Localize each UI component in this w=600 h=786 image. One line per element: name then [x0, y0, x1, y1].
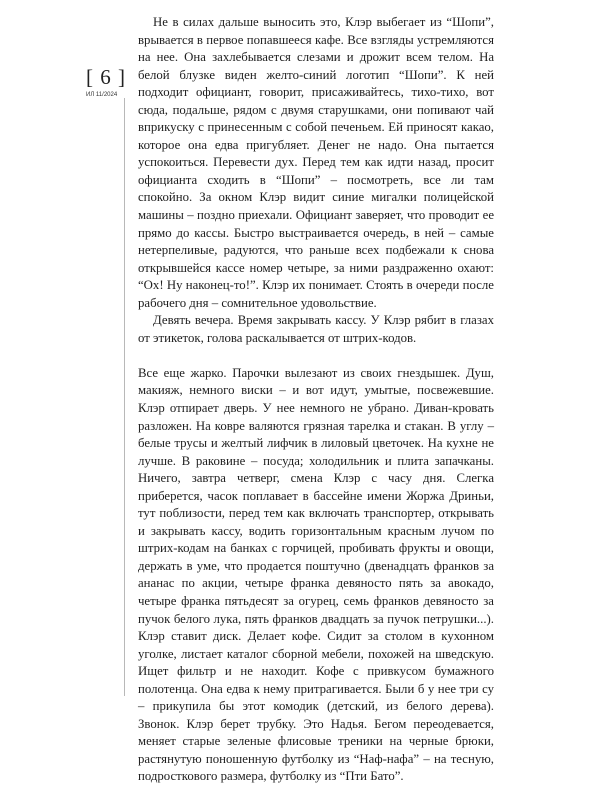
page-number: [ 6 ]	[86, 65, 126, 89]
margin-column	[86, 66, 126, 98]
issue-label: ИЛ 11/2024	[86, 92, 118, 98]
body-text	[138, 14, 494, 786]
paragraph: Все еще жарко. Парочки вылезают из своих гнездышек. Душ, макияж, немного виски – и вот идут, умытые, посвежевшие. Клэр отпирает дверь. У нее немного не убрано. Диван-кровать разложен. На ковре валяются грязная тарелка и стакан. В углу – белые трусы и желтый лифчик в лиловый цветочек. На кухне не лучше. В раковине – посуда; холодильник и плита запачканы. Ничего, завтра четверг, смена Клэр с часу дня. Слегка приберется, часок поплавает в бассейне имени Жоржа Дриньи, тут поблизости, перед тем как включать транспортер, открывать и закрывать кассу, водить горизонтальным красным лучом по штрих-кодам на банках с горчицей, пробивать фрукты и овощи, держать в уме, что продается поштучно (двенадцать франков за ананас по акции, четыре франка девяносто пять за авокадо, четыре франка пятьдесят за огурец, семь франков девяносто за пучок белого лука, пять франков двадцать за пучок петрушки...). Клэр ставит диск. Делает кофе. Сидит за столом в кухонном уголке, листает каталог сборной мебели, похожей на шведскую. Ищет фильтр и не находит. Кофе с привкусом бумажного полотенца. Она едва к нему притрагивается. Были б у нее три су – прикупила бы этот комодик (детский, из белого дерева). Звонок. Клэр берет трубку. Это Надья. Бегом переодевается, меняет старые зеленые флисовые треники на черные брюки, растянутую поношенную футболку из “Наф-нафа” – на тесную, подросткового размера, футболку из “Пти Бато”.	[138, 365, 494, 784]
paragraph: Девять вечера. Время закрывать кассу. У Клэр рябит в глазах от этикеток, голова раскалывается от штрих-кодов.	[138, 313, 494, 345]
paragraph: Не в силах дальше выносить это, Клэр выбегает из “Шопи”, врывается в первое попавшееся кафе. Все взгляды устремляются на нее. Она захлебывается слезами и дрожит всем телом. На белой блузке виден желто-синий логотип “Шопи”. К ней подходит официант, говорит, присаживайтесь, тихо-тихо, вот сюда, подальше, рядом с двумя старушками, они попивают чай вприкуску с принесенным с собой печеньем. Ей приносят какао, которое она едва пригубляет. Денег не надо. Она пытается успокоиться. Перевести дух. Перед тем как идти назад, просит официанта сходить в “Шопи” – посмотреть, все ли там спокойно. За окном Клэр видит синие мигалки полицейской машины – поздно приехали. Официант заверяет, что проводит ее прямо до кассы. Быстро выстраивается очередь, в ней – самые нетерпеливые, радуются, что раньше всех подбежали к снова открывшейся кассе номер четыре, за ними раздраженно охают: “Ох! Ну наконец-то!”. Клэр их понимает. Стоять в очереди после рабочего дня – сомнительное удовольствие.	[138, 15, 494, 310]
margin-rule	[124, 98, 125, 696]
